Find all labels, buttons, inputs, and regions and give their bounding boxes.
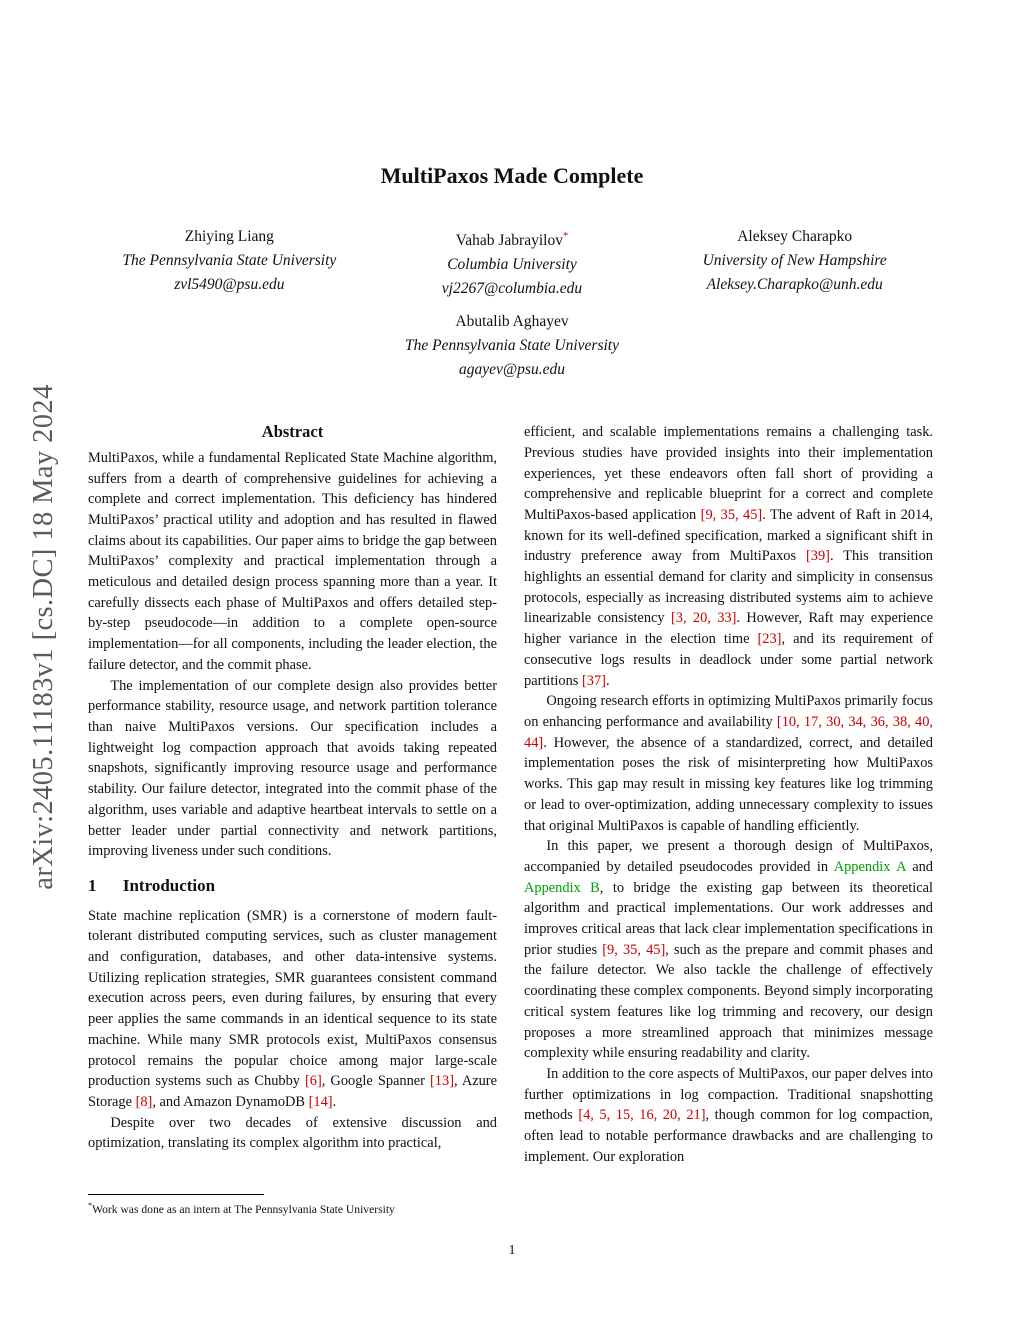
citation-link[interactable]: [4, 5, 15, 16, 20, 21] [578, 1107, 706, 1124]
authors-row [88, 225, 936, 301]
page-number: 1 [508, 1243, 516, 1258]
right-column [524, 422, 933, 1217]
right-column-paragraphs [524, 422, 933, 1167]
paragraph: The implementation of our complete design also provides better performance stability, resource usage, and network partition tolerance than naive MultiPaxos versions. Our specification includes a lightweight log compaction approach that avoids taking repeated snapshots, significantly improving resource usage and performance stability. Our failure detector, integrated into the commit phase of the algorithm, uses variable and adaptive heartbeat intervals to settle on a better leader under partial connectivity and network partitions, improving liveness under such conditions. [88, 677, 497, 860]
section-heading-introduction [88, 876, 497, 897]
paragraph: MultiPaxos, while a fundamental Replicated State Machine algorithm, suffers from a dearth of comprehensive guidelines for achieving a complete and correct implementation. This deficiency has hindered MultiPaxos’ practical utility and adoption and has resulted in flawed claims about its capabilities. Our paper aims to bridge the gap between MultiPaxos’ complexity and practical implementation through a meticulous and detailed design process spanning more than a year. It carefully dissects each phase of MultiPaxos and offers detailed step-by-step pseudocode—in addition to a complete open-source implementation—for all components, including the leader election, the failure detector, and the commit phase. [88, 449, 497, 673]
footnote-marker-link[interactable]: * [562, 231, 569, 242]
authors-row-second [88, 310, 936, 382]
citation-link[interactable]: [39] [805, 548, 830, 565]
section-title: Introduction [122, 875, 216, 895]
author-name: Zhiying Liang [184, 228, 274, 245]
appendix-link[interactable]: Appendix A [833, 858, 906, 875]
citation-link[interactable]: [23] [757, 631, 782, 648]
paper-title: MultiPaxos Made Complete [380, 163, 644, 188]
paragraph: State machine replication (SMR) is a cornerstone of modern fault-tolerant distributed computing services, such as cluster management and configuration, databases, and other data-intensive systems. Utilizing replication strategies, SMR guarantees consistent command execution across peers, even during failures, by ensuring that every peer applies the same commands in an identical sequence to its state machine. While many SMR protocols exist, MultiPaxos consensus protocol remains the popular choice among major large-scale production systems such as Chubby [6], Google Spanner [13], Azure Storage [8], and Amazon DynamoDB [14]. [88, 907, 497, 1110]
author-email: vj2267@columbia.edu [441, 280, 583, 298]
paragraph: efficient, and scalable implementations remains a challenging task. Previous studies have provided insights into their implementation experiences, yet these endeavors often fall short of providing a comprehensive and replicable blueprint for a correct and complete MultiPaxos-based application [9, 35, 45]. The advent of Raft in 2014, known for its well-defined specification, marked a significant shift in industry preference away from MultiPaxos [39]. This transition highlights an essential demand for clarity and simplicity in consensus protocols, especially as increasing distributed systems aim to achieve linearizable consistency [3, 20, 33]. However, Raft may experience higher variance in the election time [23], and its requirement of consecutive logs results in deadlock under some partial network partitions [37]. [524, 424, 934, 689]
author-name-text: Vahab Jabrayilov [455, 232, 563, 250]
citation-link[interactable]: [8] [135, 1093, 153, 1110]
author-block [405, 310, 619, 382]
footnote-marker: * [88, 1201, 93, 1211]
author-block [653, 225, 936, 301]
author-affiliation: Columbia University [447, 256, 577, 274]
section-number: 1 [88, 875, 97, 895]
citation-link[interactable]: [9, 35, 45] [602, 941, 666, 958]
paragraph: Ongoing research efforts in optimizing MultiPaxos primarily focus on enhancing performance and availability [10, 17, 30, 34, 36, 38, 40, 44]. However, the absence of a standardized, correct, and detailed implementation poses the risk of misinterpreting how MultiPaxos works. This gap may result in missing key features like log trimming or lead to over-optimization, adding unnecessary complexity to issues that original MultiPaxos is capable of handling efficiently. [524, 693, 933, 834]
introduction-paragraphs [88, 906, 497, 1154]
paragraph: In addition to the core aspects of MultiPaxos, our paper delves into further optimizations in log compaction. Traditional snapshotting methods [4, 5, 15, 16, 20, 21], though common for log compaction, often lead to notable performance drawbacks and are challenging to implement. Our exploration [524, 1065, 933, 1165]
author-email: Aleksey.Charapko@unh.edu [706, 276, 883, 293]
author-affiliation: University of New Hampshire [702, 252, 887, 269]
abstract-paragraphs [88, 448, 497, 862]
abstract-heading: Abstract [261, 422, 324, 442]
two-column-body [88, 422, 936, 1217]
footnote-rule [88, 1194, 264, 1195]
author-name [371, 225, 654, 253]
citation-link[interactable]: [10, 17, 30, 34, 36, 38, 40, 44] [524, 714, 933, 751]
author-name: Abutalib Aghayev [455, 313, 569, 331]
citation-link[interactable]: [9, 35, 45] [700, 506, 763, 523]
footnote-text [88, 1199, 497, 1217]
footnote-body: Work was done as an intern at The Pennsylvania State University [92, 1203, 395, 1217]
citation-link[interactable]: [3, 20, 33] [670, 610, 737, 627]
citation-link[interactable]: [6] [305, 1073, 322, 1090]
author-email: zvl5490@psu.edu [174, 276, 285, 293]
author-email: agayev@psu.edu [459, 361, 565, 379]
footnote [88, 1186, 497, 1217]
appendix-link[interactable]: Appendix B [524, 879, 600, 896]
citation-link[interactable]: [37] [581, 672, 606, 689]
citation-link[interactable]: [14] [308, 1093, 333, 1110]
author-affiliation: The Pennsylvania State University [405, 337, 619, 355]
author-affiliation: The Pennsylvania State University [122, 252, 337, 269]
author-name: Aleksey Charapko [737, 228, 853, 245]
arxiv-watermark: arXiv:2405.11183v1 [cs.DC] 18 May 2024 [28, 384, 59, 890]
citation-link[interactable]: [13] [430, 1073, 454, 1090]
author-block [88, 225, 371, 301]
left-column [88, 422, 497, 1217]
paragraph: Despite over two decades of extensive discussion and optimization, translating its complex algorithm into practical, [88, 1114, 497, 1152]
paragraph: In this paper, we present a thorough design of MultiPaxos, accompanied by detailed pseudocodes provided in Appendix A and Appendix B, to bridge the existing gap between its theoretical algorithm and practical implementations. Our work addresses and improves critical areas that lack clear implementation specifications in prior studies [9, 35, 45], such as the prepare and commit phases and the failure detector. We also tackle the challenge of effectively coordinating these complex components. Beyond simply incorporating critical system features like log trimming and recovery, our design proposes a more streamlined approach that minimizes message complexity while ensuring readability and clarity. [524, 838, 934, 1062]
author-block [371, 225, 654, 301]
